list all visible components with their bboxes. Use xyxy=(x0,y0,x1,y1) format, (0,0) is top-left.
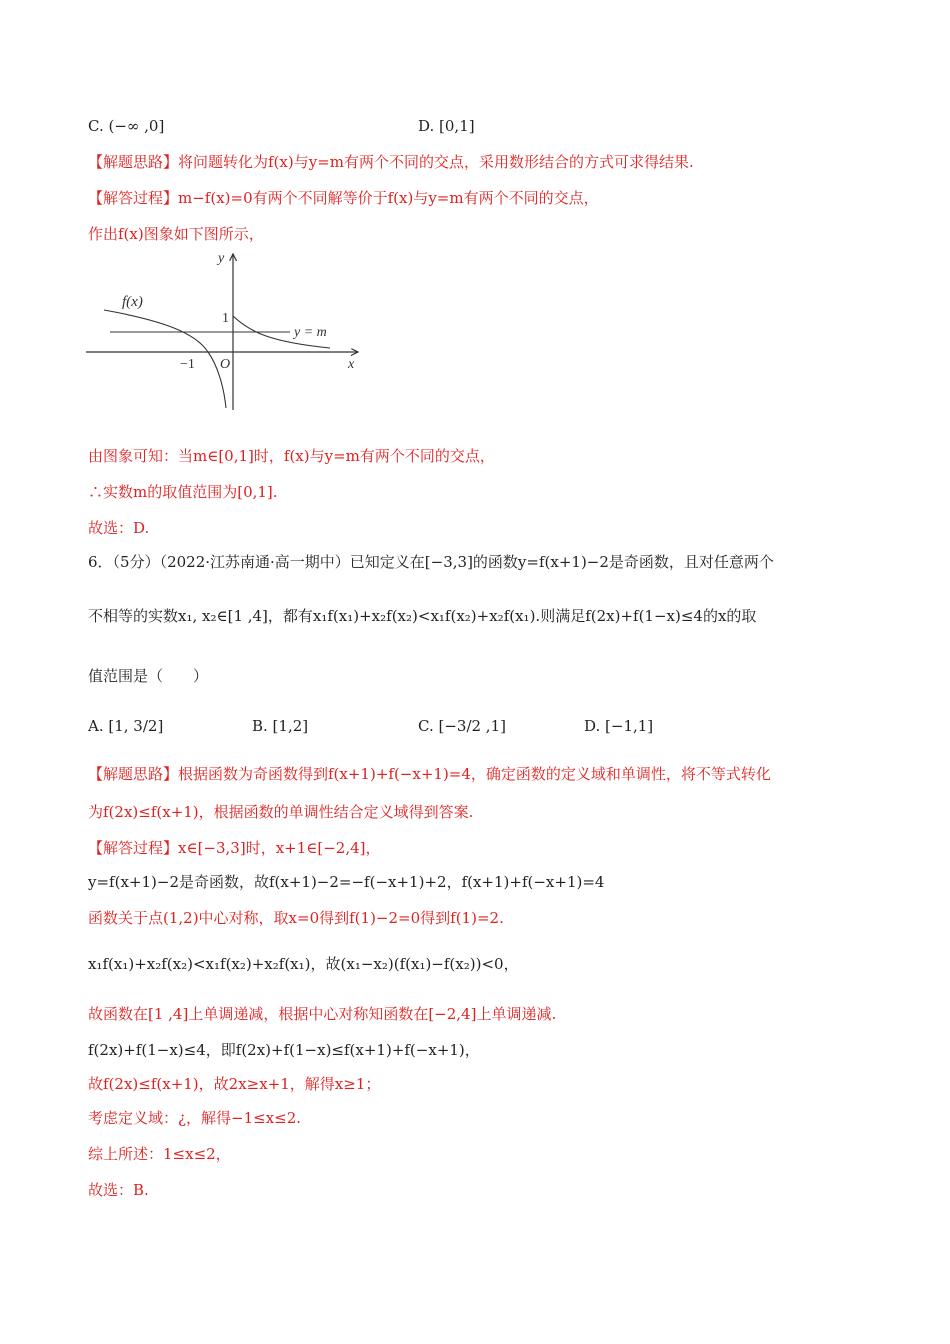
solution-idea: 【解题思路】将问题转化为f(x)与y=m有两个不同的交点，采用数形结合的方式可求得结果. xyxy=(88,153,694,171)
x-axis-label: x xyxy=(348,357,355,372)
answer-q5: 故选：D. xyxy=(88,519,150,537)
q6-idea-line-1: 【解题思路】根据函数为奇函数得到f(x+1)+f(−x+1)=4，确定函数的定义域和单调性，将不等式转化 xyxy=(88,765,771,783)
option-c: C. (−∞ ,0] xyxy=(88,117,165,135)
q6-step-8: 考虑定义域：¿，解得−1≤x≤2. xyxy=(88,1109,302,1127)
q6-option-b: B. [1,2] xyxy=(252,717,309,735)
q6-step-2: y=f(x+1)−2是奇函数，故f(x+1)−2=−f(−x+1)+2，f(x+1)+f(−x+1)=4 xyxy=(88,873,605,891)
q6-stem-line-1: 6．（5分）（2022·江苏南通·高一期中）已知定义在[−3,3]的函数y=f(x+1)−2是奇函数，且对任意两个 xyxy=(88,553,774,571)
tick-neg-one: −1 xyxy=(180,357,195,372)
tick-one: 1 xyxy=(222,311,229,326)
q6-step-4: x₁f(x₁)+x₂f(x₂)<x₁f(x₂)+x₂f(x₁)，故(x₁−x₂)(f(x₁)−f(x₂))<0， xyxy=(88,955,519,973)
conclusion-line-2: ∴实数m的取值范围为[0,1]. xyxy=(88,483,278,501)
origin-label: O xyxy=(220,357,231,372)
q6-step-6: f(2x)+f(1−x)≤4，即f(2x)+f(1−x)≤f(x+1)+f(−x+1)， xyxy=(88,1041,480,1059)
q6-stem-line-2: 不相等的实数x₁, x₂∈[1 ,4]，都有x₁f(x₁)+x₂f(x₂)<x₁f(x₂)+x₂f(x₁).则满足f(2x)+f(1−x)≤4的x的取 xyxy=(88,607,757,625)
curve-left-branch xyxy=(104,310,226,408)
q6-step-7: 故f(2x)≤f(x+1)，故2x≥x+1，解得x≥1； xyxy=(88,1075,381,1093)
q6-stem-line-3: 值范围是（ ） xyxy=(88,667,209,685)
draw-graph-note: 作出f(x)图象如下图所示， xyxy=(88,225,264,243)
q6-option-c: C. [−3/2 ,1] xyxy=(418,717,506,735)
q6-step-9: 综上所述：1≤x≤2， xyxy=(88,1145,231,1163)
conclusion-line-1: 由图象可知：当m∈[0,1]时，f(x)与y=m有两个不同的交点， xyxy=(88,447,495,465)
q6-option-a: A. [1, 3/2] xyxy=(88,717,164,735)
line-label: y = m xyxy=(294,325,327,340)
curve-label: f(x) xyxy=(122,294,143,310)
q6-idea-line-2: 为f(2x)≤f(x+1)，根据函数的单调性结合定义域得到答案. xyxy=(88,803,474,821)
answer-q6: 故选：B. xyxy=(88,1181,149,1199)
q6-step-3: 函数关于点(1,2)中心对称，取x=0得到f(1)−2=0得到f(1)=2. xyxy=(88,909,504,927)
q6-step-5: 故函数在[1 ,4]上单调递减，根据中心对称知函数在[−2,4]上单调递减. xyxy=(88,1005,557,1023)
q6-option-d: D. [−1,1] xyxy=(584,717,654,735)
option-d: D. [0,1] xyxy=(418,117,475,135)
y-axis-label: y xyxy=(218,251,225,266)
q6-step-1: 【解答过程】x∈[−3,3]时，x+1∈[−2,4]， xyxy=(88,839,381,857)
solution-process: 【解答过程】m−f(x)=0有两个不同解等价于f(x)与y=m有两个不同的交点， xyxy=(88,189,599,207)
function-graph xyxy=(80,248,370,418)
